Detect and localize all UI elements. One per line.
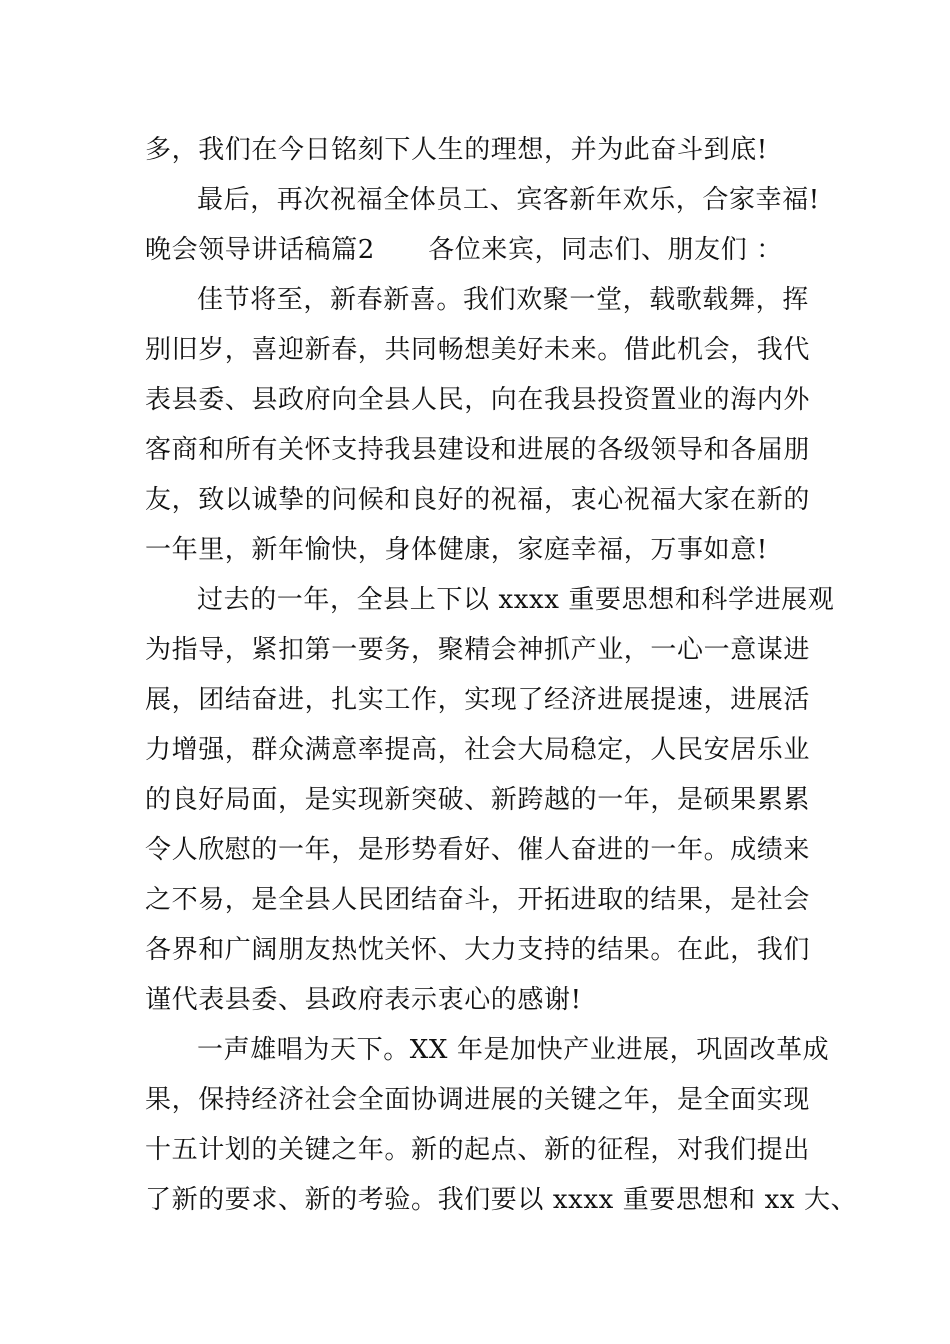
text-line: 了新的要求、新的考验。我们要以 xxxx 重要思想和 xx 大、 [145,1185,858,1215]
text-line: 客商和所有关怀支持我县建设和进展的各级领导和各届朋 [145,435,811,465]
text-line: 之不易，是全县人民团结奋斗，开拓进取的结果，是社会 [145,885,811,915]
text-line: 表县委、县政府向全县人民，向在我县投资置业的海内外 [145,385,811,415]
text-line: 十五计划的关键之年。新的起点、新的征程，对我们提出 [145,1135,811,1165]
text-line: 力增强，群众满意率提高，社会大局稳定，人民安居乐业 [145,735,811,765]
text-line: 各界和广阔朋友热忱关怀、大力支持的结果。在此，我们 [145,935,811,965]
text-line: 为指导，紧扣第一要务，聚精会神抓产业，一心一意谋进 [145,635,811,665]
text-line: 令人欣慰的一年，是形势看好、催人奋进的一年。成绩来 [145,835,811,865]
text-line: 友，致以诚挚的问候和良好的祝福，衷心祝福大家在新的 [145,485,811,515]
text-line: 一声雄唱为天下。XX 年是加快产业进展，巩固改革成 [197,1035,830,1065]
text-line: 展，团结奋进，扎实工作，实现了经济进展提速，进展活 [145,685,811,715]
text-line: 的良好局面，是实现新突破、新跨越的一年，是硕果累累 [145,785,811,815]
section-heading-line: 晚会领导讲话稿篇2 各位来宾，同志们、朋友们 ： [145,235,783,265]
text-line: 谨代表县委、县政府表示衷心的感谢! [145,985,582,1015]
text-line: 多，我们在今日铭刻下人生的理想，并为此奋斗到底! [145,135,768,165]
text-line: 佳节将至，新春新喜。我们欢聚一堂，载歌载舞，挥 [197,285,809,315]
text-line: 果，保持经济社会全面协调进展的关键之年，是全面实现 [145,1085,811,1115]
text-line: 一年里，新年愉快，身体健康，家庭幸福，万事如意! [145,535,768,565]
text-line: 过去的一年，全县上下以 xxxx 重要思想和科学进展观 [197,585,835,615]
text-line: 别旧岁，喜迎新春，共同畅想美好未来。借此机会，我代 [145,335,811,365]
text-line: 最后，再次祝福全体员工、宾客新年欢乐，合家幸福! [197,185,820,215]
